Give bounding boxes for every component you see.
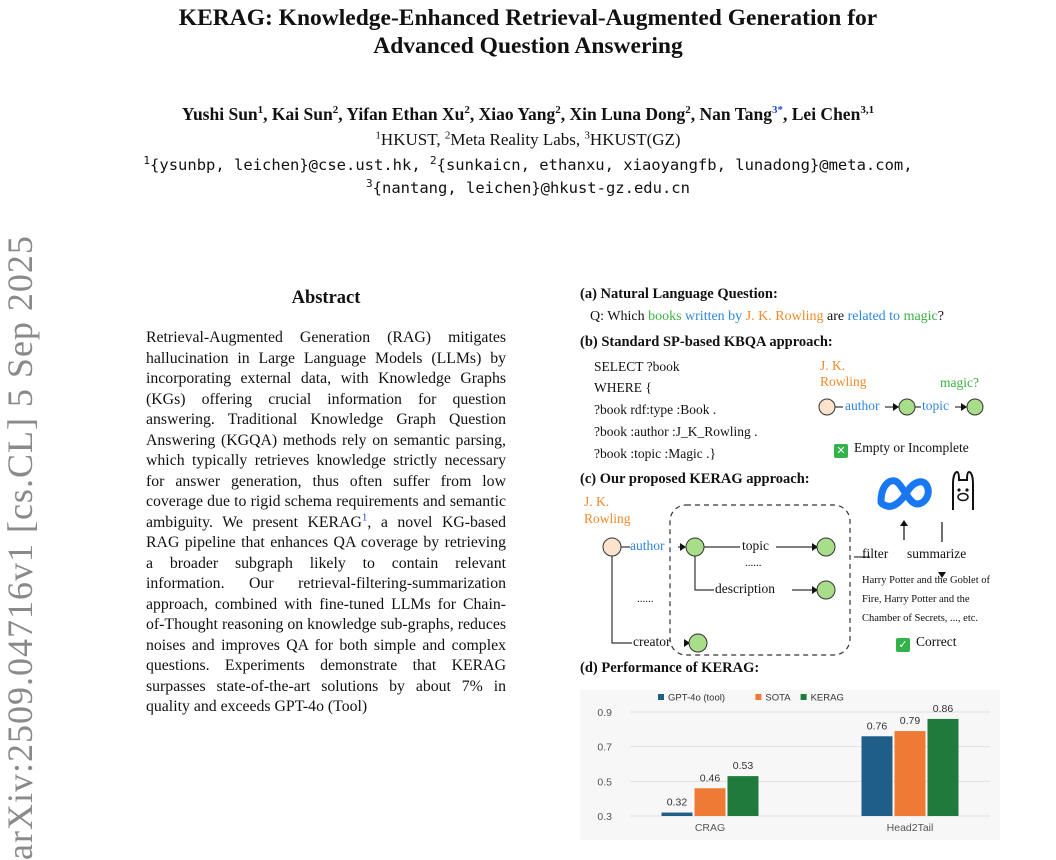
sparql-line: WHERE { [594, 380, 652, 395]
fig-d-heading: (d) Performance of KERAG: [580, 660, 760, 676]
author-affil-sup: 3,1 [860, 104, 875, 117]
arxiv-stamp [0, 235, 40, 860]
email-group [430, 153, 913, 174]
author-name: Lei Chen [791, 104, 861, 124]
sparql-line: SELECT ?book [594, 359, 680, 374]
y-tick-label: 0.9 [597, 707, 612, 719]
y-tick-label: 0.7 [597, 741, 612, 754]
fig-a-heading: (a) Natural Language Question: [580, 286, 778, 302]
affil-sup: 1 [375, 129, 381, 142]
sparql-line: ?book :author :J_K_Rowling . [594, 424, 758, 439]
question-part: Q: Which [590, 309, 649, 324]
bar [895, 731, 926, 816]
abstract-text-a: Retrieval-Augmented Generation (RAG) mitigates hallucination in Large Language Models (LLMs) by incorporating external data, with Knowledge Graphs (KGs) offering crucial information for question answering. Traditional Knowledge Graph Question Answering (KGQA) methods rely on semantic parsing, which typically retrieves knowledge strictly necessary for answer generation, thus often suffer from low coverage due to rigid schema requirements and semantic ambiguity. We present KERAG [146, 329, 506, 531]
question-part: written by [685, 309, 743, 324]
bar-value-label: 0.86 [932, 702, 954, 715]
c-summarize-label: summarize [907, 546, 967, 561]
b-entity-line: J. K. [820, 358, 846, 373]
c-dots: ...... [745, 557, 762, 569]
c-rel-author: author [630, 538, 665, 553]
fig-question [590, 309, 944, 325]
c-dots: ...... [637, 593, 654, 605]
c-edge [612, 556, 632, 643]
affiliations: $^1$HKUST, $^2$Meta Reality Labs, $^3$HKUST(GZ) [375, 129, 681, 149]
author-list: Yushi Sun$^1$, Kai Sun$^2$, Yifan Ethan Xu$^2$, Xiao Yang$^2$, Xin Luna Dong$^2$, Nan Tang$^{3*}$, Lei Chen$^{3,1}$ [181, 104, 875, 124]
check-mark-icon: ✓ [896, 638, 910, 652]
bar-value-label: 0.32 [666, 796, 688, 809]
b-entity-line: Rowling [820, 374, 867, 389]
meta-logo-icon [875, 472, 937, 514]
llama-outline [953, 472, 973, 510]
c-rel-creator: creator [633, 634, 671, 649]
author-name: Xin Luna Dong [569, 104, 686, 124]
sparql-line: ?book :topic :Magic .} [594, 446, 716, 461]
question-part: J. K. Rowling [745, 309, 824, 324]
y-tick-label: 0.3 [597, 811, 612, 823]
fig-c-heading: (c) Our proposed KERAG approach: [580, 471, 810, 487]
c-result-text: Correct [916, 634, 957, 649]
author-name: Xiao Yang [478, 104, 556, 124]
y-tick-label: 0.5 [597, 776, 612, 789]
c-answer-line: Chamber of Secrets, ..., etc. [862, 613, 979, 624]
abstract-heading: Abstract [291, 288, 361, 308]
question-part: are [823, 309, 848, 324]
abstract-text-b: , a novel KG-based RAG pipeline that enhances QA coverage by retrieving a broader subgraph likely to contain relevant information. Our retrieval-filtering-summarization approach, combined with fine-tuned LLMs for Chain-of-Thought reasoning on knowledge sub-graphs, reduces noises and improves QA for both simple and complex questions. Experiments demonstrate that KERAG surpasses state-of-the-art solutions by about 7% in quality and exceeds GPT-4o (Tool) [146, 513, 506, 715]
author-name: Yushi Sun [181, 104, 258, 124]
question-part: related to [847, 309, 901, 324]
bar [928, 719, 959, 816]
author-affil-sup: 3* [772, 104, 783, 117]
email-list [0, 154, 1056, 200]
author-affil-sup: 2 [332, 104, 339, 117]
fig-b-heading: (b) Standard SP-based KBQA approach: [580, 334, 833, 350]
bar-value-label: 0.79 [899, 715, 921, 728]
c-node-description [817, 581, 835, 599]
b-result [834, 440, 969, 458]
email-sup: 1 [143, 153, 151, 167]
author-affil-sup: 1 [257, 104, 264, 117]
question-part: magic [903, 309, 938, 324]
affil-name: HKUST(GZ) [589, 130, 681, 149]
b-result-text: Empty or Incomplete [854, 440, 969, 455]
b-magic-label: magic? [940, 375, 979, 390]
email-group [366, 176, 690, 197]
b-node-entity [819, 399, 835, 415]
author-affil-sup: 2 [685, 104, 691, 117]
bar-value-label: 0.76 [866, 720, 888, 733]
legend-label: KERAG [810, 692, 844, 704]
c-answer [862, 571, 990, 628]
c-rel-topic: topic [742, 538, 769, 553]
legend-label: GPT-4o (tool) [668, 692, 726, 704]
c-subgraph-box [670, 505, 850, 655]
email-text: {sunkaicn, ethanxu, xiaoyangfb, lunadong}@meta.com, [436, 156, 913, 174]
email-sup: 2 [430, 153, 437, 167]
llama-eye [965, 488, 968, 491]
paper-title [0, 4, 1056, 60]
bar [728, 776, 759, 816]
affil-name: HKUST [380, 130, 437, 149]
bar-value-label: 0.53 [732, 760, 754, 773]
performance-chart [580, 690, 1000, 840]
legend-swatch [658, 694, 664, 700]
c-node-creator [689, 634, 707, 652]
llama-snout [958, 494, 968, 501]
question-part: ? [937, 309, 944, 324]
sparql-line: ?book rdf:type :Book . [594, 402, 717, 417]
c-node-entity [603, 538, 621, 556]
affil-name: Meta Reality Labs [450, 130, 576, 149]
arrow-head-icon [961, 403, 967, 411]
footnote-marker[interactable]: 1 [361, 511, 368, 524]
c-edge [695, 556, 714, 590]
meta-logo-shape [881, 481, 928, 507]
bar-value-label: 0.46 [699, 772, 721, 785]
author-affil-sup: 2 [555, 104, 561, 117]
arxiv-id: arXiv:2509.04716v1 [cs.CL] 5 Sep 2025 [0, 235, 40, 860]
x-mark-icon: ✕ [834, 444, 848, 458]
c-result [896, 634, 956, 652]
email-text: {nantang, leichen}@hkust-gz.edu.cn [372, 179, 690, 197]
b-rel-topic: topic [922, 398, 949, 413]
author-name: Kai Sun [271, 104, 333, 124]
c-rel-description: description [715, 581, 775, 596]
b-rel-author: author [845, 398, 880, 413]
c-node-book [686, 538, 704, 556]
c-entity-line: J. K. [584, 494, 610, 509]
llama-icon [945, 470, 981, 512]
x-tick-label: CRAG [694, 822, 726, 834]
c-answer-line: Fire, Harry Potter and the [862, 594, 970, 605]
arrow-up-icon [900, 520, 908, 526]
c-answer-line: Harry Potter and the Goblet of [862, 575, 991, 586]
legend-swatch [801, 694, 807, 700]
b-node-topic [967, 399, 983, 415]
b-entity-label [820, 358, 867, 390]
c-filter-label: filter [862, 546, 889, 561]
bar [695, 788, 726, 816]
title-line-1: KERAG: Knowledge-Enhanced Retrieval-Augmented Generation for [178, 5, 878, 31]
author-affil-sup: 2 [464, 104, 470, 117]
email-group [143, 153, 431, 174]
c-node-topic [817, 538, 835, 556]
arrow-head-icon [680, 543, 686, 551]
bar [862, 736, 893, 816]
author-name: Yifan Ethan Xu [346, 104, 465, 124]
question-part: books [648, 309, 682, 324]
bar-chart-svg [580, 690, 1000, 840]
email-sup: 3 [366, 176, 373, 190]
email-text: {ysunbp, leichen}@cse.ust.hk, [150, 156, 431, 174]
llama-eye [957, 488, 960, 491]
c-entity-line: Rowling [584, 511, 631, 526]
legend-label: SOTA [765, 692, 791, 704]
arrow-head-icon [893, 403, 899, 411]
affil-sup: 2 [444, 129, 451, 142]
bar [662, 813, 693, 816]
title-line-2: Advanced Question Answering [373, 33, 683, 59]
author-name: Nan Tang [699, 104, 772, 124]
affil-sup: 3 [584, 129, 590, 142]
abstract-body [146, 328, 506, 718]
x-tick-label: Head2Tail [886, 822, 934, 834]
legend-swatch [755, 694, 761, 700]
b-node-book [899, 399, 915, 415]
